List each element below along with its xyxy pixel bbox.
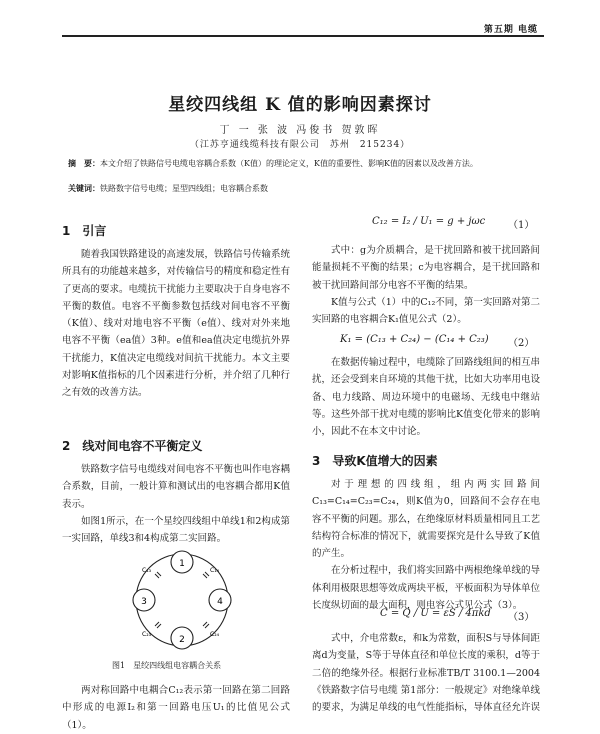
- right-paragraph-2: K值与公式（1）中的C₁₂不同，第一实回路对第二实回路的电容耦合K₁值见公式（2）。: [312, 296, 540, 326]
- figure-1-caption: 图1 星绞四线组电容耦合关系: [112, 661, 222, 670]
- section-1-body: [62, 246, 290, 402]
- equation-2-number: （2）: [508, 338, 535, 349]
- right-column-body-1: [312, 242, 540, 328]
- capacitor-symbols: [155, 572, 209, 628]
- conductor-2-label: 2: [179, 635, 185, 645]
- section-2-paragraph-3: 两对称回路中电耦合C₁₂表示第一回路在第二回路中形成的电源I₂和第一回路电压U₁的比值见公式（1）。: [62, 685, 290, 731]
- cap-label-c24: C₂₄: [210, 631, 219, 638]
- paper-authors: 丁 一 张 波 冯俊书 贺敦晖: [219, 125, 381, 136]
- paper-title: 星绞四线组 K 值的影响因素探讨: [168, 95, 432, 115]
- section-2-paragraph-2: 如图1所示，在一个星绞四线组中单线1和2构成第一实回路，单线3和4构成第二实回路。: [62, 515, 290, 545]
- section-3-paragraph-1: 对于理想的四线组，组内两实回路间C₁₃=C₁₄=C₂₃=C₂₄，则K值为0，回路间不会存在电容不平衡的问题。那么，在绝缘原材料质量相同且工艺结构符合标准的情况下，就需要探究是什么导致了K值的产生。: [312, 479, 541, 560]
- section-3-body-1: [312, 476, 540, 614]
- abstract-label: 摘 要：: [68, 158, 100, 168]
- section-2-heading: 2 线对间电容不平衡定义: [62, 439, 203, 453]
- cap-label-c23: C₂₃: [142, 631, 151, 638]
- section-1-heading: 1 引言: [62, 224, 107, 238]
- keywords: [68, 183, 538, 194]
- section-3-heading: 3 导致K值增大的因素: [312, 454, 438, 468]
- abstract-text: 本文介绍了铁路信号电缆电容耦合系数（K值）的理论定义，K值的重要性、影响K值的因素以及改善方法。: [100, 159, 478, 168]
- keywords-text: 铁路数字信号电缆；星型四线组；电容耦合系数: [100, 184, 268, 193]
- conductor-4-label: 4: [217, 597, 223, 607]
- right-paragraph-3: 在数据传输过程中，电缆除了回路线组间的相互串扰，还会受到来自环境的其他干扰，比如大功率用电设备、电力线路、周边环境中的电磁场、无线电中继站等。这些外部干扰对电缆的影响比K值变化带来的影响小，因此不在本文中讨论。: [312, 357, 541, 438]
- right-column-body-2: [312, 354, 540, 440]
- section-3-paragraph-3: 式中，介电常数ε，和k为常数，面积S与导体间距离d为变量，S等于导体直径和单位长度的乘积，d等于二倍的绝缘外径。根据行业标准TB/T 3100.1—2004《铁路数字信号电缆 第1部分：一般规定》对绝缘单线的要求，为满足单线的电气性能指标，导体直径允许误: [312, 633, 541, 714]
- equation-2: K₁ = (C₁₃ + C₂₄) − (C₁₄ + C₂₃): [340, 334, 489, 345]
- right-paragraph-1: 式中：g为介质耦合，是干扰回路和被干扰回路间能量损耗不平衡的结果；c为电容耦合，是干扰回路和被干扰回路间部分电容不平衡的结果。: [312, 245, 540, 291]
- section-3-body-2: [312, 630, 540, 716]
- equation-3-number: （3）: [508, 612, 535, 623]
- section-3-paragraph-2: 在分析过程中，我们将实回路中两根绝缘单线的导体利用极限思想等效成两块平板，平板面积为导体单位长度纵切面的最大面积，则电容公式见公式（3）。: [312, 565, 541, 612]
- section-1-paragraph: 随着我国铁路建设的高速发展，铁路信号传输系统所具有的功能越来越多，对传输信号的精度和稳定性有了更高的要求。电缆抗干扰能力主要取决于自身电容不平衡的数值。电容不平衡参数包括线对间电容不平衡（K值）、线对对地电容不平衡（e值）、线对对外来地电容不平衡（ea值）3种。e值和ea值决定电缆抗外界干扰能力，K值决定电缆线对间抗干扰能力。本文主要对影响K值指标的几个因素进行分析，并介绍了几种行之有效的改善方法。: [62, 249, 291, 399]
- section-2-tail: [62, 682, 290, 734]
- keywords-label: 关键词：: [68, 183, 100, 193]
- header-rule: [62, 35, 544, 37]
- paper-affiliation: （江苏亨通线缆科技有限公司 苏州 215234）: [189, 140, 411, 150]
- cap-label-c13: C₁₃: [142, 567, 151, 574]
- conductor-3-label: 3: [141, 597, 147, 607]
- running-head: 第五期 电缆: [483, 25, 538, 35]
- figure-1-diagram: [108, 544, 256, 656]
- abstract: [68, 157, 538, 170]
- cap-label-c14: C₁₄: [210, 567, 219, 574]
- conductor-1-label: 1: [179, 559, 185, 569]
- equation-1: C₁₂ = I₂ / U₁ = g + jωc: [372, 216, 486, 227]
- equation-1-number: （1）: [508, 220, 535, 231]
- section-2-paragraph-1: 铁路数字信号电缆线对间电容不平衡也叫作电容耦合系数，目前，一般计算和测试出的电容耦合都用K值表示。: [62, 464, 291, 510]
- section-2-body: [62, 461, 290, 547]
- equation-3: C = Q / U = εS / 4πkd: [380, 608, 491, 619]
